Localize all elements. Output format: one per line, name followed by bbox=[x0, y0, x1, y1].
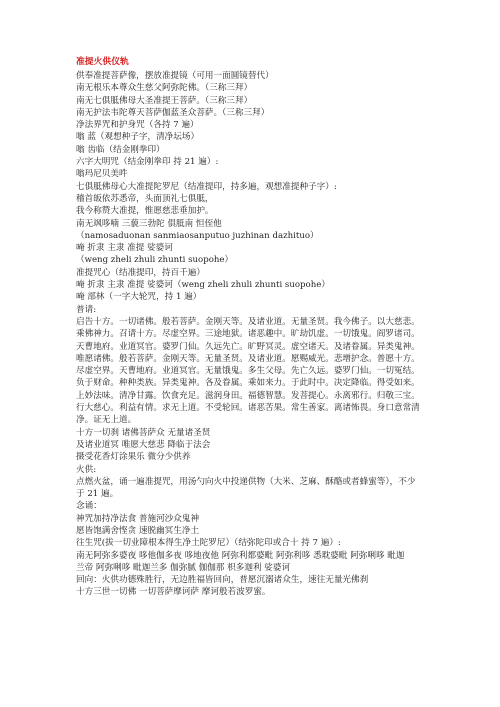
text-line: 及诸业道冥 唯愿大慈悲 降临于法会 bbox=[76, 439, 211, 450]
text-line: 回向：火供功德殊胜行，无边胜福皆回向，普愿沉溺诸众生，速往无量光佛刹 bbox=[76, 575, 369, 586]
text-line: （namosaduonan sanmiaosanputuo juzhinan dazhituo） bbox=[76, 230, 319, 241]
text-line: 启告十方。一切诸佛。般若菩萨。金刚天等。及诸业道。无量圣贤。我今佛子。以大慈悲。 bbox=[76, 316, 420, 327]
document-title: 准提火供仪轨 bbox=[76, 57, 129, 67]
text-line: 南无飒哆喃 三藐三勃陀 俱胝南 怛侄他 bbox=[76, 218, 222, 229]
text-line: 往生咒(拔一切业障根本得生净土陀罗尼）（结弥陀印或合十 持 7 遍）: bbox=[76, 538, 341, 549]
text-line: 南无阿弥多婆夜 哆他伽多夜 哆地夜他 阿弥利都婆毗 阿弥利哆 悉耽婆毗 阿弥唎哆 毗迦 bbox=[76, 550, 405, 561]
text-line: 唵 部林（一字大轮咒，持 1 遍） bbox=[76, 292, 202, 303]
text-line: 于 21 遍。 bbox=[76, 489, 119, 500]
document-body bbox=[76, 70, 460, 599]
text-line: 神咒加持净法食 普施河沙众鬼神 bbox=[76, 513, 200, 524]
text-line: 供奉准提菩萨像，摆放准提镜（可用一面圆镜替代） bbox=[76, 71, 274, 81]
text-line: 南无护法韦陀尊天菩萨伽蓝圣众菩萨。（三称三拜） bbox=[76, 107, 270, 118]
text-line: 嗡 蓝（观想种子字，清净坛场） bbox=[76, 132, 200, 143]
text-line: 天曹地府。业道冥官。婆罗门仙。久远先亡。旷野冥灵。虚空诸天。及诸眷属。异类鬼神。 bbox=[76, 341, 420, 352]
text-line: 净。证无上道。 bbox=[76, 415, 137, 426]
text-line: 准提咒心（结准提印，持百千遍） bbox=[76, 267, 205, 278]
text-line: 嗡 齿临（结金刚拳印） bbox=[76, 144, 165, 155]
text-line: 南无七俱胝佛母大圣准提王菩萨。（三称三拜） bbox=[76, 95, 253, 106]
text-line: 稽首皈依苏悉帝，头面顶礼七俱胝， bbox=[76, 193, 214, 204]
text-line: 七俱胝佛母心大准提陀罗尼（结准提印，持多遍，观想准提种子字）: bbox=[76, 181, 337, 192]
text-line: 唵 折隶 主隶 准提 娑婆诃（weng zheli zhuli zhunti suopohe） bbox=[76, 280, 330, 291]
text-line: 兰帝 阿弥唎哆 毗迦兰多 伽弥腻 伽伽那 枳多迦利 娑婆诃 bbox=[76, 562, 291, 573]
text-line: （weng zheli zhuli zhunti suopohe） bbox=[76, 255, 234, 266]
text-line: 念诵： bbox=[76, 501, 102, 512]
text-line: 十方一切刹 诸佛菩萨众 无量诸圣贤 bbox=[76, 427, 211, 438]
text-line: 行大慈心。利益有情。求无上道。不受轮回。诸恶苦果。常生善家。离诸怖畏。身口意常清 bbox=[76, 403, 420, 414]
text-line: 嗡玛尼贝美吽 bbox=[76, 169, 128, 180]
text-line: 愿皆饱满舍悭贪 速脱幽冥生净土 bbox=[76, 525, 200, 536]
text-line: 摄受花香灯涂果乐 微分少供养 bbox=[76, 452, 191, 463]
text-line: 六字大明咒（结金刚拳印 持 21 遍）: bbox=[76, 157, 219, 168]
text-line: 我今称赞大准提，惟愿慈悲垂加护。 bbox=[76, 206, 214, 217]
text-line: 普请: bbox=[76, 304, 97, 315]
text-line: 负于财命。种种类族。异类鬼神。各及眷属。乘如来力。于此时中。决定降临。得受如来。 bbox=[76, 378, 420, 389]
text-line: 十方三世一切佛 一切菩萨摩诃萨 摩诃般若波罗蜜。 bbox=[76, 587, 271, 598]
text-line: 唵 折隶 主隶 准提 娑婆诃 bbox=[76, 243, 173, 254]
text-line: 尽虚空界。天曹地府。业道冥官。无量饿鬼。多生父母。先亡久远。婆罗门仙。一切冤结。 bbox=[76, 366, 420, 377]
text-line: 净法界咒和护身咒（各持 7 遍） bbox=[76, 120, 199, 131]
text-line: 唯愿诸佛。般若菩萨。金刚天等。无量圣贤。及诸业道。愿赐威光。悲增护念。普愿十方。 bbox=[76, 353, 420, 364]
text-line: 火供: bbox=[76, 464, 97, 475]
text-line: 南无根乐本尊众生慈父阿弥陀佛。（三称三拜） bbox=[76, 83, 253, 94]
text-line: 上妙法味。清净甘露。饮食充足。滋润身田。福德智慧。发菩提心。永离邪行。归敬三宝。 bbox=[76, 390, 420, 401]
text-line: 点燃火盆，诵一遍准提咒，用汤勺向火中投递供物（大米、芝麻、酥酪或者蜂蜜等），不少 bbox=[76, 476, 416, 487]
text-line: 乘佛神力。召请十方。尽虚空界。三途地狱。诸恶趣中。旷劫饥虚。一切饿鬼。阎罗诸司。 bbox=[76, 329, 420, 340]
